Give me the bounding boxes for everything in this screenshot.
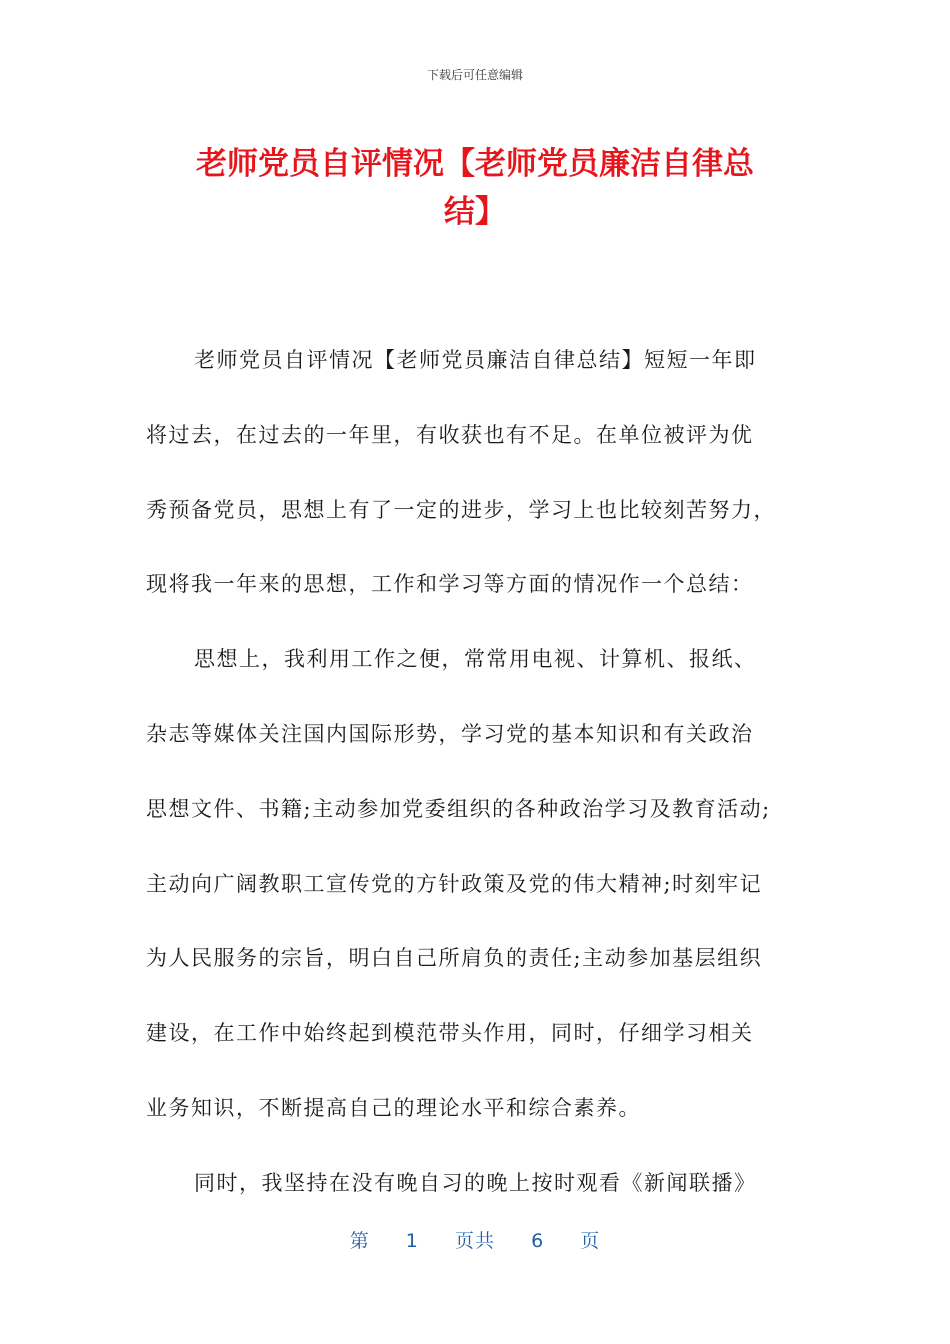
- document-title: [150, 140, 800, 236]
- paragraph-line: 老师党员自评情况【老师党员廉洁自律总结】短短一年即: [194, 348, 757, 372]
- paragraph-line: 现将我一年来的思想，工作和学习等方面的情况作一个总结：: [146, 572, 754, 597]
- paragraph-line: 主动向广阔教职工宣传党的方针政策及党的伟大精神;时刻牢记: [146, 871, 763, 896]
- title-line-2: 结】: [444, 194, 506, 230]
- footer-total-pages: 6: [531, 1230, 545, 1252]
- title-line-1: 老师党员自评情况【老师党员廉洁自律总: [196, 146, 754, 182]
- paragraph-line: 杂志等媒体关注国内国际形势，学习党的基本知识和有关政治: [146, 721, 754, 746]
- header-note: 下载后可任意编辑: [426, 68, 523, 82]
- paragraph-line: 建设，在工作中始终起到模范带头作用，同时，仔细学习相关: [146, 1021, 754, 1046]
- footer-suffix: 页: [580, 1230, 601, 1252]
- paragraph-line: 将过去，在过去的一年里，有收获也有不足。在单位被评为优: [146, 422, 754, 447]
- paragraph-line: 思想上，我利用工作之便，常常用电视、计算机、报纸、: [194, 647, 757, 672]
- paragraph-line: 为人民服务的宗旨，明白自己所肩负的责任;主动参加基层组织: [146, 946, 763, 971]
- paragraph-line: 思想文件、书籍;主动参加党委组织的各种政治学习及教育活动;: [146, 796, 771, 821]
- document-body: [146, 323, 814, 1221]
- footer-middle: 页共: [454, 1230, 495, 1252]
- footer-prefix: 第: [349, 1230, 370, 1252]
- paragraph-line: 同时，我坚持在没有晚自习的晚上按时观看《新闻联播》: [194, 1170, 757, 1195]
- paragraph-line: 业务知识，不断提高自己的理论水平和综合素养。: [146, 1095, 641, 1120]
- footer-page-number: 1: [405, 1230, 419, 1252]
- page-footer: [0, 1226, 950, 1253]
- paragraph-line: 秀预备党员，思想上有了一定的进步，学习上也比较刻苦努力，: [146, 497, 776, 522]
